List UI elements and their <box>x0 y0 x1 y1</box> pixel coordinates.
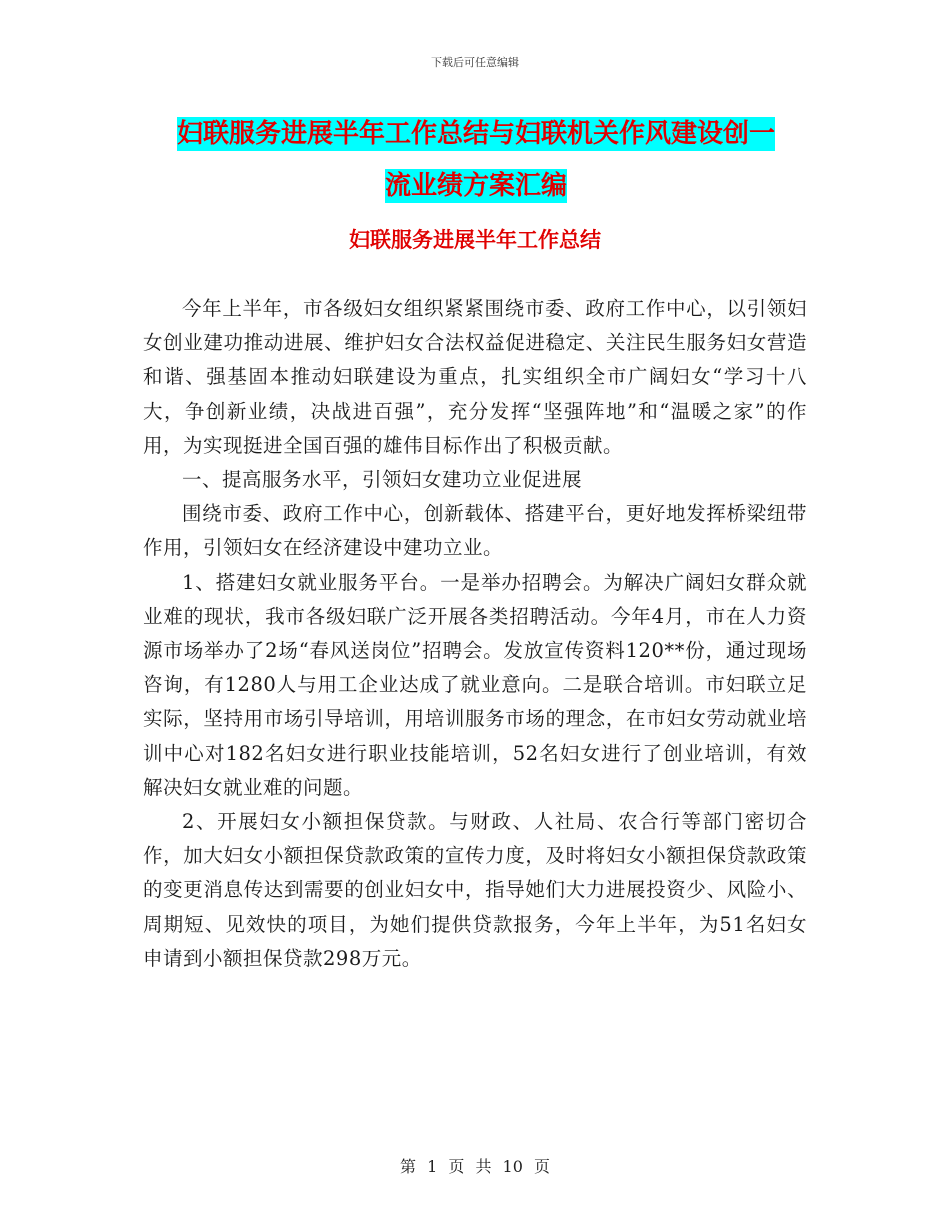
document-title <box>140 108 812 212</box>
title-line-1: 妇联服务进展半年工作总结与妇联机关作风建设创一 <box>176 119 775 149</box>
section-title: 妇联服务进展半年工作总结 <box>349 228 601 252</box>
title-line-2: 流业绩方案汇编 <box>384 171 567 201</box>
body-text <box>143 292 807 976</box>
paragraph-heading-1: 一、提高服务水平，引领妇女建功立业促进展 <box>182 468 583 492</box>
header-note: 下载后可任意编辑 <box>431 56 519 69</box>
paragraph-section-intro: 围绕市委、政府工作中心，创新载体、搭建平台，更好地发挥桥梁纽带作用，引领妇女在经济建设中建功立业。 <box>143 502 807 560</box>
page-footer: 第 1 页 共 10 页 <box>400 1157 550 1176</box>
paragraph-intro: 今年上半年，市各级妇女组织紧紧围绕市委、政府工作中心，以引领妇女创业建功推动进展、维护妇女合法权益促进稳定、关注民生服务妇女营造和谐、强基固本推动妇联建设为重点，扎实组织全市广阔妇女“学习十八大，争创新业绩，决战进百强”，充分发挥“坚强阵地”和“温暖之家”的作用，为实现挺进全国百强的雄伟目标作出了积极贡献。 <box>143 297 807 457</box>
paragraph-item-1: 1、搭建妇女就业服务平台。一是举办招聘会。为解决广阔妇女群众就业难的现状，我市各级妇联广泛开展各类招聘活动。今年4月，市在人力资源市场举办了2场“春风送岗位”招聘会。发放宣传资料120**份，通过现场咨询，有1280人与用工企业达成了就业意向。二是联合培训。市妇联立足实际，坚持用市场引导培训，用培训服务市场的理念，在市妇女劳动就业培训中心对182名妇女进行职业技能培训，52名妇女进行了创业培训，有效解决妇女就业难的问题。 <box>143 570 807 799</box>
paragraph-item-2: 2、开展妇女小额担保贷款。与财政、人社局、农合行等部门密切合作，加大妇女小额担保贷款政策的宣传力度，及时将妇女小额担保贷款政策的变更消息传达到需要的创业妇女中，指导她们大力进展投资少、风险小、周期短、见效快的项目，为她们提供贷款报务，今年上半年，为51名妇女申请到小额担保贷款298万元。 <box>143 810 807 970</box>
